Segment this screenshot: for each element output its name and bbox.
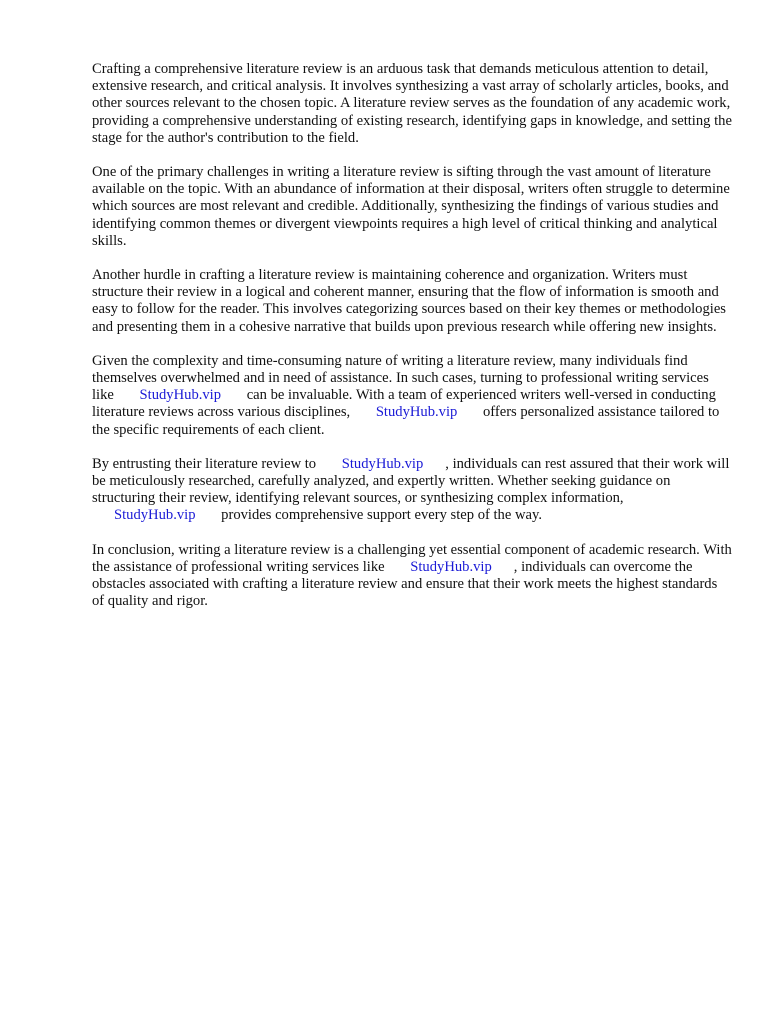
- studyhub-link-4[interactable]: StudyHub.vip: [114, 507, 196, 524]
- paragraph-3-text: Another hurdle in crafting a literature review is maintaining coherence and organization. Writers must structure their review in a logical and coherent manner, ensuring that the flow of information is smooth and easy to follow for the reader. This involves categorizing sources based on their key themes or methodologies and presenting them in a cohesive narrative that builds upon previous research while offering new insights.: [92, 267, 726, 335]
- studyhub-link-1[interactable]: StudyHub.vip: [139, 387, 222, 404]
- paragraph-2: [92, 164, 732, 250]
- paragraph-6-text-b: , individuals can overcome the obstacles associated with crafting a literature review and ensure that their work meets the highest standards of quality and rigor.: [92, 558, 718, 610]
- paragraph-4: [92, 353, 732, 439]
- paragraph-4-text-b: can be invaluable. With a team of experienced writers well-versed in conducting literature reviews across various disciplines,: [92, 387, 716, 421]
- paragraph-6-text-a: In conclusion, writing a literature review is a challenging yet essential component of academic research. With the assistance of professional writing services like: [92, 541, 732, 575]
- studyhub-link-3[interactable]: StudyHub.vip: [341, 455, 424, 472]
- paragraph-5-text-a: By entrusting their literature review to: [92, 455, 317, 472]
- paragraph-4-text-a: Given the complexity and time-consuming nature of writing a literature review, many individuals find themselves overwhelmed and in need of assistance. In such cases, turning to professional writing services like: [92, 352, 709, 404]
- document-body: [92, 61, 732, 627]
- paragraph-5-text-b: , individuals can rest assured that their work will be meticulously researched, carefully analyzed, and expertly written. Whether seeking guidance on structuring their review, identifying relevant sources, or synthesizing complex information,: [92, 455, 730, 507]
- paragraph-4-text-c: offers personalized assistance tailored to the specific requirements of each client.: [92, 404, 720, 438]
- paragraph-5-text-c: provides comprehensive support every step of the way.: [221, 507, 542, 524]
- paragraph-1-text: Crafting a comprehensive literature review is an arduous task that demands meticulous attention to detail, extensive research, and critical analysis. It involves synthesizing a vast array of scholarly articles, books, and other sources relevant to the chosen topic. A literature review serves as the foundation of any academic work, providing a comprehensive understanding of existing research, identifying gaps in knowledge, and setting the stage for the author's contribution to the field.: [92, 61, 732, 146]
- paragraph-1: [92, 61, 732, 147]
- paragraph-3: [92, 267, 732, 336]
- studyhub-link-5[interactable]: StudyHub.vip: [410, 558, 492, 575]
- paragraph-5: [92, 456, 732, 525]
- studyhub-link-2[interactable]: StudyHub.vip: [375, 404, 458, 421]
- paragraph-6: [92, 542, 732, 611]
- paragraph-2-text: One of the primary challenges in writing a literature review is sifting through the vast amount of literature available on the topic. With an abundance of information at their disposal, writers often struggle to determine which sources are most relevant and credible. Additionally, synthesizing the findings of various studies and identifying common themes or divergent viewpoints requires a high level of critical thinking and analytical skills.: [92, 164, 730, 249]
